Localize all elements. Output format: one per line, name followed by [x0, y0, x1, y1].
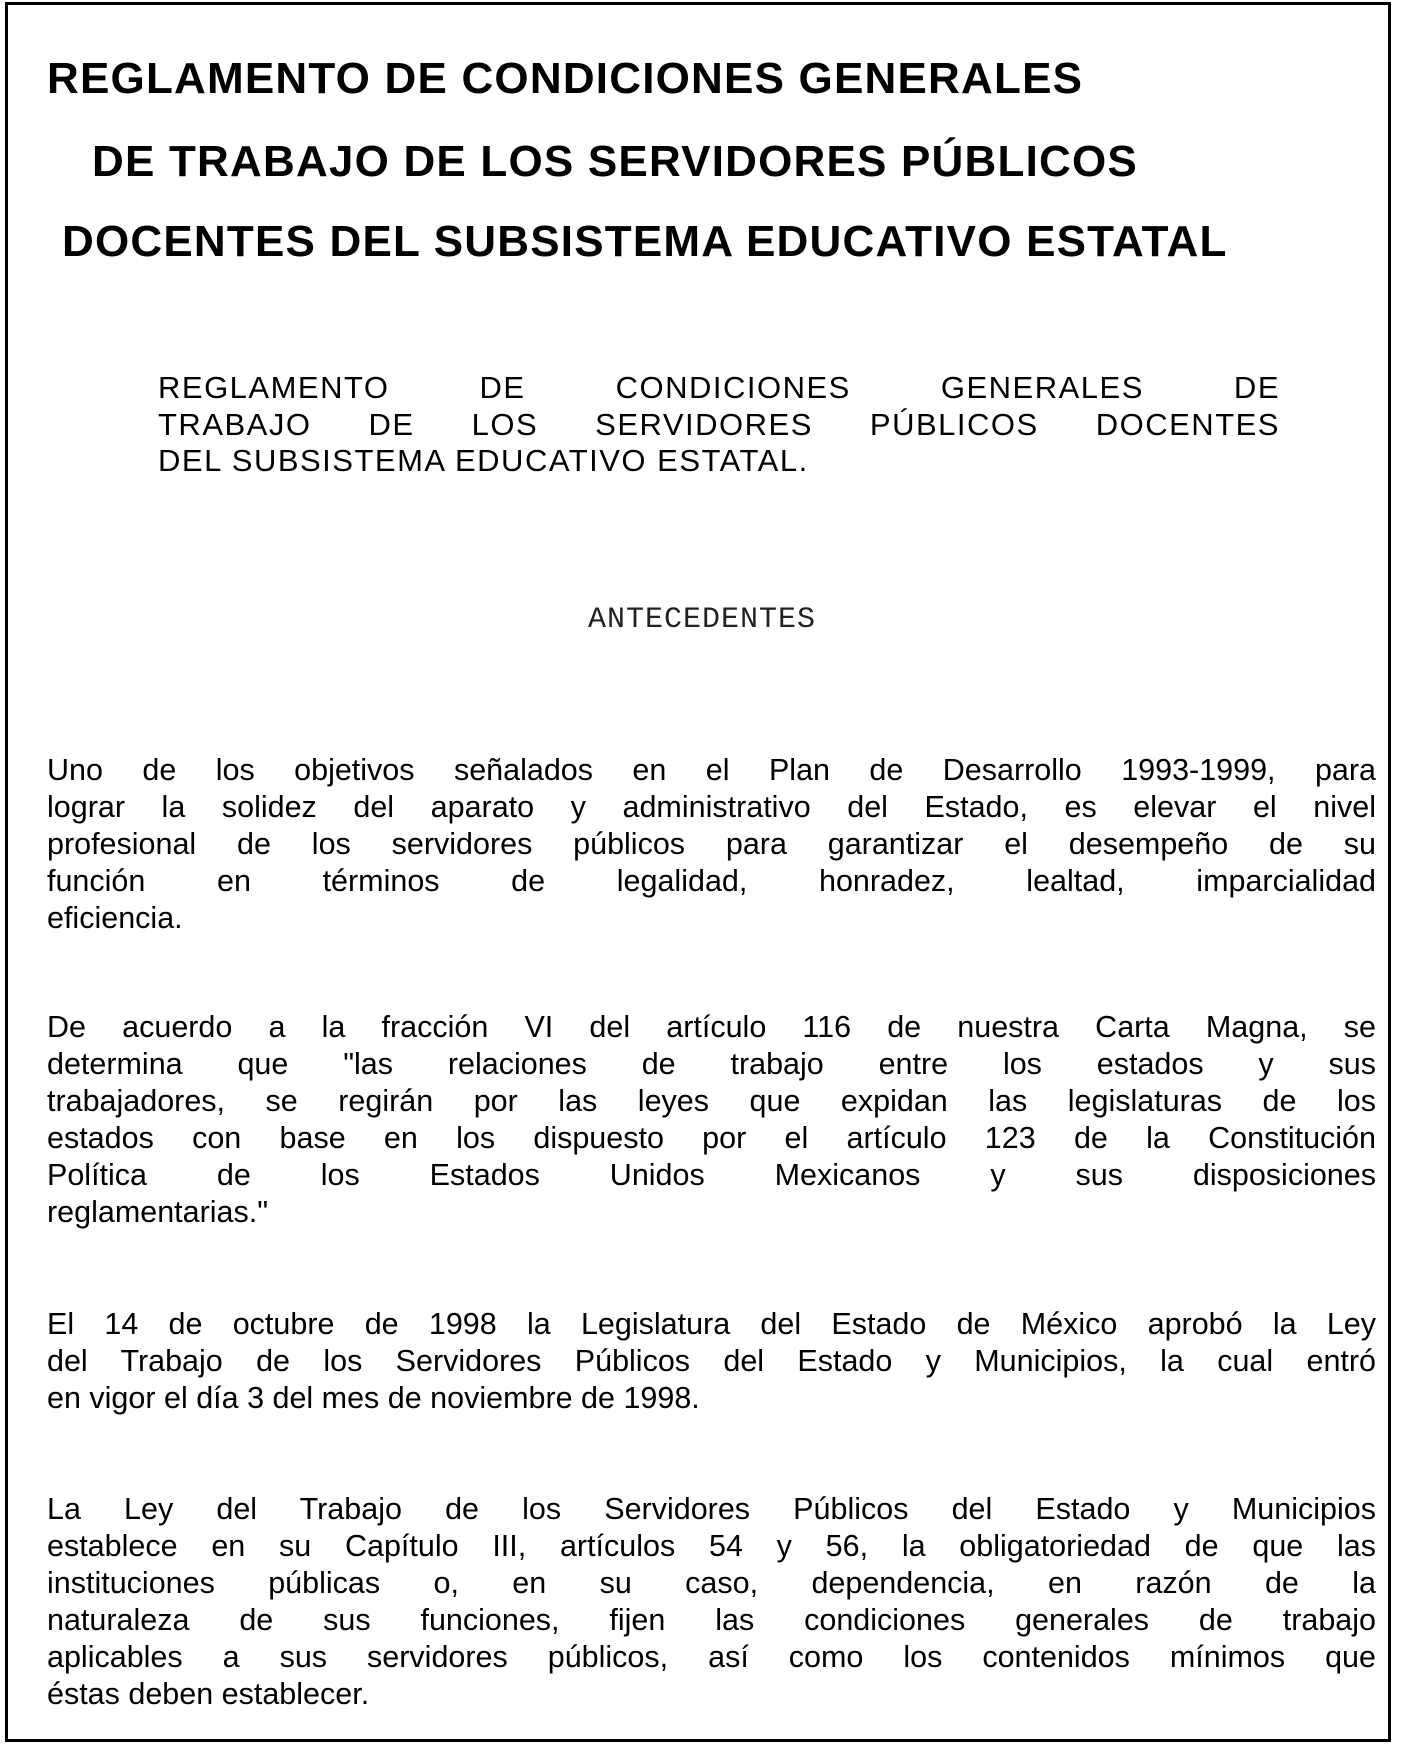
paragraph-4 — [47, 1491, 1376, 1713]
paragraph-line: éstas deben establecer. — [47, 1677, 370, 1711]
section-heading: ANTECEDENTES — [587, 603, 817, 637]
paragraph-line: trabajadores, se regirán por las leyes que expidan las legislaturas de los — [47, 1084, 1376, 1118]
paragraph-line: Uno de los objetivos señalados en el Plan de Desarrollo 1993-1999, para — [47, 753, 1376, 787]
paragraph-line: estados con base en los dispuesto por el artículo 123 de la Constitución — [47, 1121, 1376, 1155]
paragraph-line: La Ley del Trabajo de los Servidores Públicos del Estado y Municipios — [47, 1492, 1376, 1526]
paragraph-1 — [47, 752, 1376, 937]
subtitle-line: TRABAJO DE LOS SERVIDORES PÚBLICOS DOCENTES — [158, 406, 1280, 442]
paragraph-line: en vigor el día 3 del mes de noviembre de 1998. — [47, 1381, 700, 1415]
subtitle-line: DEL SUBSISTEMA EDUCATIVO ESTATAL. — [158, 443, 809, 478]
paragraph-line: instituciones públicas o, en su caso, dependencia, en razón de la — [47, 1566, 1376, 1600]
paragraph-line: reglamentarias." — [47, 1195, 269, 1229]
paragraph-line: De acuerdo a la fracción VI del artículo 116 de nuestra Carta Magna, se — [47, 1010, 1376, 1044]
paragraph-2 — [47, 1009, 1376, 1231]
paragraph-line: eficiencia. — [47, 901, 183, 935]
paragraph-line: El 14 de octubre de 1998 la Legislatura del Estado de México aprobó la Ley — [47, 1307, 1376, 1341]
paragraph-line: del Trabajo de los Servidores Públicos del Estado y Municipios, la cual entró — [47, 1344, 1376, 1378]
document-title-line-1: REGLAMENTO DE CONDICIONES GENERALES — [47, 54, 1084, 103]
paragraph-line: establece en su Capítulo III, artículos 54 y 56, la obligatoriedad de que las — [47, 1529, 1376, 1563]
subtitle-line: REGLAMENTO DE CONDICIONES GENERALES DE — [158, 370, 1280, 405]
paragraph-line: aplicables a sus servidores públicos, así como los contenidos mínimos que — [47, 1640, 1376, 1674]
paragraph-line: lograr la solidez del aparato y administrativo del Estado, es elevar el nivel — [47, 790, 1376, 824]
paragraph-line: naturaleza de sus funciones, fijen las condiciones generales de trabajo — [47, 1603, 1376, 1637]
paragraph-line: profesional de los servidores públicos para garantizar el desempeño de su — [47, 827, 1376, 861]
document-title-line-2: DE TRABAJO DE LOS SERVIDORES PÚBLICOS — [92, 137, 1138, 186]
paragraph-3 — [47, 1306, 1376, 1417]
paragraph-line: función en términos de legalidad, honradez, lealtad, imparcialidad — [47, 864, 1376, 898]
paragraph-line: determina que "las relaciones de trabajo entre los estados y sus — [47, 1047, 1376, 1081]
document-title-line-3: DOCENTES DEL SUBSISTEMA EDUCATIVO ESTATAL — [62, 217, 1228, 266]
document-subtitle — [158, 370, 1280, 480]
paragraph-line: Política de los Estados Unidos Mexicanos y sus disposiciones — [47, 1158, 1376, 1192]
